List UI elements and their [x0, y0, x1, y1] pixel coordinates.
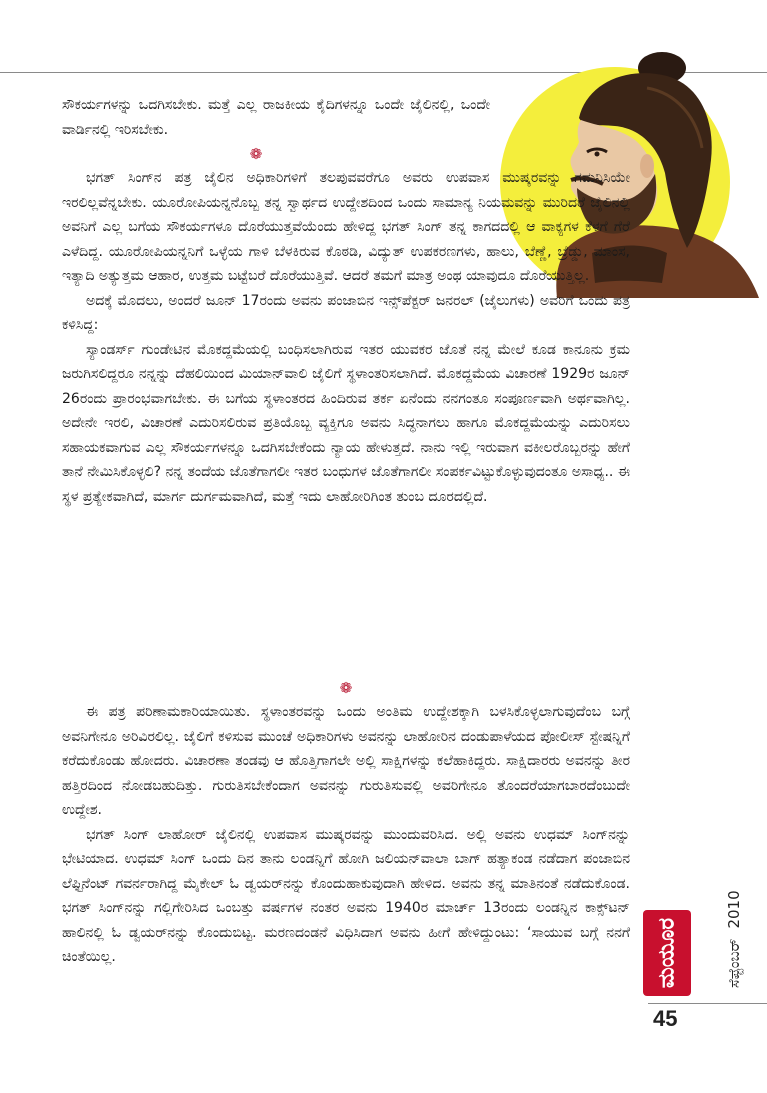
text-column-top — [62, 93, 630, 509]
paragraph: ಸೌಕರ್ಯಗಳನ್ನು ಒದಗಿಸಬೇಕು. ಮತ್ತೆ ಎಲ್ಲ ರಾಜಕೀಯ ಕೈದಿಗಳನ್ನೂ ಒಂದೇ ಜೈಲಿನಲ್ಲಿ, ಒಂದೇ ವಾರ್ಡಿನಲ್ಲಿ ಇರಿಸಬೇಕು. — [62, 97, 490, 138]
ornament-divider: ❁ — [249, 145, 263, 163]
paragraph: ಭಗತ್ ಸಿಂಗ್ ಲಾಹೋರ್ ಜೈಲಿನಲ್ಲಿ ಉಪವಾಸ ಮುಷ್ಕರವನ್ನು ಮುಂದುವರಿಸಿದ. ಅಲ್ಲಿ ಅವನು ಉಧಮ್ ಸಿಂಗ್‌ನನ್ನು ಭೇಟಿಯಾದ. ಉಧಮ್ ಸಿಂಗ್ ಒಂದು ದಿನ ತಾನು ಲಂಡನ್ನಿಗೆ ಹೋಗಿ ಜಲಿಯನ್‌ವಾಲಾ ಬಾಗ್ ಹತ್ಯಾಕಂಡ ನಡೆದಾಗ ಪಂಜಾಬಿನ ಲೆಫ್ಟಿನೆಂಟ್ ಗವರ್ನರಾಗಿದ್ದ ಮೈಕೇಲ್ ಓ ಡ್ವಯರ್‌ನನ್ನು ಕೊಂದುಹಾಕುವುದಾಗಿ ಹೇಳಿದ. ಅವನು ತನ್ನ ಮಾತಿನಂತೆ ನಡೆದುಕೊಂಡ. ಭಗತ್ ಸಿಂಗ್‌ನನ್ನು ಗಲ್ಲಿಗೇರಿಸಿದ ಒಂಬತ್ತು ವರ್ಷಗಳ ನಂತರ ಅವನು 1940ರ ಮಾರ್ಚ್ 13ರಂದು ಲಂಡನ್ನಿನ ಕಾಕ್ಸ್‌ಟನ್ ಹಾಲಿನಲ್ಲಿ ಓ ಡ್ವಯರ್‌ನನ್ನು ಕೊಂದುಬಿಟ್ಟ. ಮರಣದಂಡನೆ ವಿಧಿಸಿದಾಗ ಅವನು ಹೀಗೆ ಹೇಳಿದ್ದುಂಟು: ‘ಸಾಯುವ ಬಗ್ಗೆ ನನಗೆ ಚಿಂತೆಯಿಲ್ಲ. — [62, 826, 630, 965]
magazine-logo — [643, 910, 691, 996]
paragraph: ಈ ಪತ್ರ ಪರಿಣಾಮಕಾರಿಯಾಯಿತು. ಸ್ಥಳಾಂತರವನ್ನು ಒಂದು ಅಂತಿಮ ಉದ್ದೇಶಕ್ಕಾಗಿ ಬಳಸಿಕೊಳ್ಳಲಾಗುವುದೆಂಬ ಬಗ್ಗೆ ಅವನಿಗೇನೂ ಅರಿವಿರಲಿಲ್ಲ. ಜೈಲಿಗೆ ಕಳಿಸುವ ಮುಂಚೆ ಅಧಿಕಾರಿಗಳು ಅವನನ್ನು ಲಾಹೋರಿನ ದಂಡುಪಾಳೆಯದ ಪೋಲೀಸ್ ಸ್ಟೇಷನ್ನಿಗೆ ಕರೆದುಕೊಂಡು ಹೋದರು. ವಿಚಾರಣಾ ತಂಡವು ಆ ಹೊತ್ತಿಗಾಗಲೇ ಅಲ್ಲಿ ಸಾಕ್ಷಿಗಳನ್ನು ಕಲೆಹಾಕಿದ್ದರು. ಸಾಕ್ಷಿದಾರರು ಅವನನ್ನು ತೀರ ಹತ್ತಿರದಿಂದ ನೋಡಬಹುದಿತ್ತು. ಗುರುತಿಸಬೇಕೆಂದಾಗ ಅವನನ್ನು ಗುರುತಿಸುವಲ್ಲಿ ಅವರಿಗೇನೂ ತೊಂದರೆಯಾಗಬಾರದೆಂಬುದೇ ಉದ್ದೇಶ. — [62, 704, 630, 818]
issue-date-label — [720, 728, 748, 988]
page-number: 45 — [653, 1006, 678, 1031]
issue-year: 2010 — [725, 890, 743, 929]
paragraph: ಅದಕ್ಕೆ ಮೊದಲು, ಅಂದರೆ ಜೂನ್ 17ರಂದು ಅವನು ಪಂಜಾಬಿನ ಇನ್ಸ್‌ಪೆಕ್ಟರ್ ಜನರಲ್ (ಜೈಲುಗಳು) ಅವರಿಗೆ ಒಂದು ಪತ್ರ ಕಳಿಸಿದ್ದ: — [62, 292, 630, 333]
paragraph: ಭಗತ್ ಸಿಂಗ್‌ನ ಪತ್ರ ಜೈಲಿನ ಅಧಿಕಾರಿಗಳಿಗೆ ತಲಪುವವರೆಗೂ ಅವರು ಉಪವಾಸ ಮುಷ್ಕರವನ್ನು ಗಮನಿಸಿಯೇ ಇರಲಿಲ್ಲವೆನ್ನಬೇಕು. ಯೂರೋಪಿಯನ್ನನೊಬ್ಬ ತನ್ನ ಸ್ವಾರ್ಥದ ಉದ್ದೇಶದಿಂದ ಒಂದು ಸಾಮಾನ್ಯ ನಿಯಮವನ್ನು ಮುರಿದರೆ ಜೈಲಿನಲ್ಲಿ ಅವನಿಗೆ ಎಲ್ಲ ಬಗೆಯ ಸೌಕರ್ಯಗಳೂ ದೊರೆಯುತ್ತವೆಯೆಂದು ಹೇಳಿದ್ದ ಭಗತ್ ಸಿಂಗ್ ತನ್ನ ಕಾಗದದಲ್ಲಿ ಆ ವಾಕ್ಯಗಳ ಕೆಳಗೆ ಗೆರೆ ಎಳೆದಿದ್ದ. ಯೂರೋಪಿಯನ್ನನಿಗೆ ಒಳ್ಳೆಯ ಗಾಳಿ ಬೆಳಕಿರುವ ಕೊಠಡಿ, ವಿದ್ಯುತ್ ಉಪಕರಣಗಳು, ಹಾಲು, ಬೆಣ್ಣೆ, ಬ್ರೆಡ್ಡು, ಮಾಂಸ, ಇತ್ಯಾದಿ ಅತ್ಯುತ್ತಮ ಆಹಾರ, ಉತ್ತಮ ಬಟ್ಟೆಬರೆ ದೊರೆಯುತ್ತಿವೆ. ಆದರೆ ತಮಗೆ ಮಾತ್ರ ಅಂಥ ಯಾವುದೂ ದೊರೆಯುತ್ತಿಲ್ಲ. — [62, 170, 630, 284]
magazine-name: ಮಯೂರ — [654, 917, 680, 989]
bottom-rule — [648, 1003, 767, 1004]
issue-month: ಸೆಪ್ಟೆಂಬರ್ — [725, 938, 743, 988]
paragraph: ಸ್ಯಾಂಡರ್ಸ್ ಗುಂಡೇಟಿನ ಮೊಕದ್ದಮೆಯಲ್ಲಿ ಬಂಧಿಸಲಾಗಿರುವ ಇತರ ಯುವಕರ ಜೊತೆ ನನ್ನ ಮೇಲೆ ಕೂಡ ಕಾನೂನು ಕ್ರಮ ಜರುಗಿಸಲಿದ್ದರೂ ನನ್ನನ್ನು ದೆಹಲಿಯಿಂದ ಮಿಯಾನ್‌ವಾಲಿ ಜೈಲಿಗೆ ಸ್ಥಳಾಂತರಿಸಲಾಗಿದೆ. ಮೊಕದ್ದಮೆಯ ವಿಚಾರಣೆ 1929ರ ಜೂನ್ 26ರಂದು ಪ್ರಾರಂಭವಾಗಬೇಕು. ಈ ಬಗೆಯ ಸ್ಥಳಾಂತರದ ಹಿಂದಿರುವ ತರ್ಕ ಏನೆಂದು ನನಗಂತೂ ಸಂಪೂರ್ಣವಾಗಿ ಅರ್ಥವಾಗಿಲ್ಲ. ಅದೇನೇ ಇರಲಿ, ವಿಚಾರಣೆ ಎದುರಿಸಲಿರುವ ಪ್ರತಿಯೊಬ್ಬ ವ್ಯಕ್ತಿಗೂ ಅವನು ಸಿದ್ಧನಾಗಲು ಹಾಗೂ ಮೊಕದ್ದಮೆಯನ್ನು ಎದುರಿಸಲು ಸಹಾಯಕವಾಗುವ ಎಲ್ಲ ಸೌಕರ್ಯಗಳನ್ನೂ ಒದಗಿಸಬೇಕೆಂದು ನ್ಯಾಯ ಹೇಳುತ್ತದೆ. ನಾನು ಇಲ್ಲಿ ಇರುವಾಗ ವಕೀಲರೊಬ್ಬರನ್ನು ಹೇಗೆ ತಾನೆ ನೇಮಿಸಿಕೊಳ್ಳಲಿ? ನನ್ನ ತಂದೆಯ ಜೊತೆಗಾಗಲೀ ಇತರ ಬಂಧುಗಳ ಜೊತೆಗಾಗಲೀ ಸಂಪರ್ಕವಿಟ್ಟುಕೊಳ್ಳುವುದಂತೂ ಅಸಾಧ್ಯ.. ಈ ಸ್ಥಳ ಪ್ರತ್ಯೇಕವಾಗಿದೆ, ಮಾರ್ಗ ದುರ್ಗಮವಾಗಿದೆ, ಮತ್ತೆ ಇದು ಲಾಹೋರಿಗಿಂತ ತುಂಬ ದೂರದಲ್ಲಿದೆ. — [62, 341, 630, 505]
text-column-bottom — [62, 676, 630, 970]
ornament-divider: ❁ — [339, 679, 353, 697]
